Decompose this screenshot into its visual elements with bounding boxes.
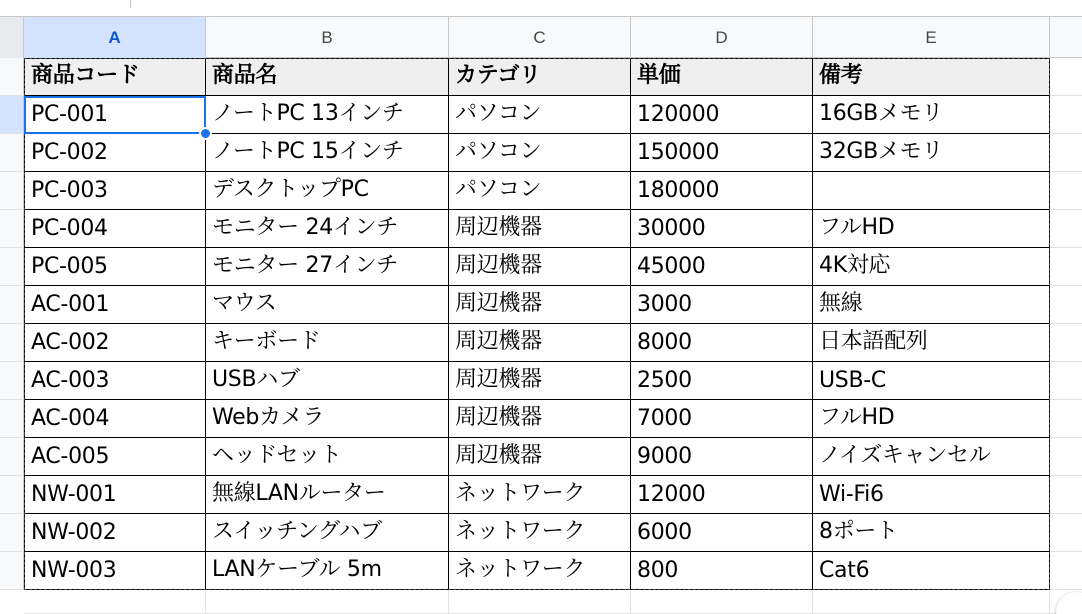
data-cell-b[interactable]: スイッチングハブ	[206, 514, 449, 552]
gridline	[1050, 323, 1082, 324]
empty-cell[interactable]	[813, 590, 1050, 614]
empty-cell[interactable]	[449, 590, 631, 614]
data-cell-e[interactable]: 32GBメモリ	[813, 134, 1050, 172]
gridline	[1050, 475, 1082, 476]
table-row	[24, 362, 1050, 400]
table-row	[24, 438, 1050, 476]
data-cell-a[interactable]: AC-004	[24, 400, 206, 438]
row-header[interactable]	[0, 438, 24, 476]
table-row	[24, 514, 1050, 552]
data-cell-b[interactable]: デスクトップPC	[206, 172, 449, 210]
data-cell-d[interactable]: 3000	[631, 286, 813, 324]
column-header-e[interactable]: E	[813, 17, 1050, 58]
data-cell-a[interactable]: NW-001	[24, 476, 206, 514]
header-cell-b[interactable]: 商品名	[206, 58, 449, 96]
data-cell-c[interactable]: 周辺機器	[449, 210, 631, 248]
column-header-b[interactable]: B	[206, 17, 449, 58]
gridline	[1050, 551, 1082, 552]
data-cell-d[interactable]: 12000	[631, 476, 813, 514]
table-row	[24, 400, 1050, 438]
data-cell-d[interactable]: 120000	[631, 96, 813, 134]
table-row	[24, 248, 1050, 286]
data-cell-d[interactable]: 150000	[631, 134, 813, 172]
data-cell-e[interactable]: 無線	[813, 286, 1050, 324]
gridline	[1050, 171, 1082, 172]
data-cell-a[interactable]: NW-003	[24, 552, 206, 590]
data-cell-b[interactable]: 無線LANルーター	[206, 476, 449, 514]
data-cell-a[interactable]: PC-003	[24, 172, 206, 210]
gridline	[1050, 361, 1082, 362]
row-header[interactable]	[0, 134, 24, 172]
data-cell-e[interactable]: フルHD	[813, 400, 1050, 438]
data-cell-a[interactable]: AC-001	[24, 286, 206, 324]
row-header[interactable]	[0, 552, 24, 590]
data-cell-e[interactable]: 4K対応	[813, 248, 1050, 286]
row-header[interactable]	[0, 172, 24, 210]
column-header-row	[0, 16, 1082, 58]
column-header-c[interactable]: C	[449, 17, 631, 58]
data-cell-e[interactable]: USB-C	[813, 362, 1050, 400]
data-cell-d[interactable]: 800	[631, 552, 813, 590]
data-cell-c[interactable]: パソコン	[449, 96, 631, 134]
data-cell-c[interactable]: 周辺機器	[449, 324, 631, 362]
gridline	[1050, 133, 1082, 134]
data-cell-c[interactable]: パソコン	[449, 172, 631, 210]
header-cell-e[interactable]: 備考	[813, 58, 1050, 96]
gridline	[1050, 437, 1082, 438]
data-cell-d[interactable]: 7000	[631, 400, 813, 438]
data-cell-b[interactable]: モニター 24インチ	[206, 210, 449, 248]
data-cell-e[interactable]: 16GBメモリ	[813, 96, 1050, 134]
table-row	[24, 172, 1050, 210]
data-cell-d[interactable]: 180000	[631, 172, 813, 210]
empty-cell[interactable]	[24, 590, 206, 614]
data-cell-e[interactable]: フルHD	[813, 210, 1050, 248]
data-cell-d[interactable]: 30000	[631, 210, 813, 248]
data-cell-d[interactable]: 9000	[631, 438, 813, 476]
fill-handle[interactable]	[199, 127, 212, 140]
data-cell-a[interactable]: PC-002	[24, 134, 206, 172]
data-cell-a[interactable]: AC-002	[24, 324, 206, 362]
data-cell-b[interactable]: モニター 27インチ	[206, 248, 449, 286]
data-cell-c[interactable]: ネットワーク	[449, 514, 631, 552]
data-cell-e[interactable]: Cat6	[813, 552, 1050, 590]
data-cell-c[interactable]: ネットワーク	[449, 476, 631, 514]
data-cell-d[interactable]: 8000	[631, 324, 813, 362]
gridline	[1050, 285, 1082, 286]
table-row	[24, 476, 1050, 514]
data-cell-e[interactable]: Wi-Fi6	[813, 476, 1050, 514]
data-cell-a[interactable]: AC-003	[24, 362, 206, 400]
table-header-row	[24, 58, 1050, 96]
data-cell-d[interactable]: 45000	[631, 248, 813, 286]
empty-cell[interactable]	[631, 590, 813, 614]
data-cell-b[interactable]: マウス	[206, 286, 449, 324]
gridline	[1050, 209, 1082, 210]
empty-row	[24, 590, 1082, 614]
data-cell-c[interactable]: 周辺機器	[449, 248, 631, 286]
data-cell-b[interactable]: ノートPC 13インチ	[206, 96, 449, 134]
overflow-grid	[1050, 58, 1082, 614]
header-cell-c[interactable]: カテゴリ	[449, 58, 631, 96]
data-cell-a[interactable]: PC-001	[24, 96, 206, 134]
toolbar-separator	[130, 0, 131, 8]
data-cell-c[interactable]: 周辺機器	[449, 286, 631, 324]
data-cell-a[interactable]: NW-002	[24, 514, 206, 552]
data-cell-e[interactable]: 日本語配列	[813, 324, 1050, 362]
header-cell-a[interactable]: 商品コード	[24, 58, 206, 96]
table-row	[24, 210, 1050, 248]
column-header-d[interactable]: D	[631, 17, 813, 58]
data-cell-c[interactable]: ネットワーク	[449, 552, 631, 590]
data-cell-d[interactable]: 6000	[631, 514, 813, 552]
data-cell-b[interactable]: USBハブ	[206, 362, 449, 400]
row-header[interactable]	[0, 96, 24, 134]
data-cell-a[interactable]: PC-005	[24, 248, 206, 286]
data-cell-c[interactable]: 周辺機器	[449, 362, 631, 400]
select-all-corner[interactable]	[0, 17, 24, 58]
data-cell-c[interactable]: パソコン	[449, 134, 631, 172]
gridline	[1050, 399, 1082, 400]
data-cell-a[interactable]: PC-004	[24, 210, 206, 248]
data-cell-c[interactable]: 周辺機器	[449, 400, 631, 438]
toolbar-strip	[0, 0, 1082, 16]
gridline	[1050, 513, 1082, 514]
row-header[interactable]	[0, 476, 24, 514]
table-row	[24, 134, 1050, 172]
data-cell-d[interactable]: 2500	[631, 362, 813, 400]
table-row	[24, 286, 1050, 324]
gridline	[1050, 95, 1082, 96]
empty-cell[interactable]	[206, 590, 449, 614]
data-cell-c[interactable]: 周辺機器	[449, 438, 631, 476]
data-cell-e[interactable]	[813, 172, 1050, 210]
gridline	[1050, 247, 1082, 248]
row-header[interactable]	[0, 286, 24, 324]
row-header[interactable]	[0, 324, 24, 362]
data-cell-b[interactable]: ノートPC 15インチ	[206, 134, 449, 172]
data-cell-e[interactable]: 8ポート	[813, 514, 1050, 552]
data-cell-a[interactable]: AC-005	[24, 438, 206, 476]
row-header[interactable]	[0, 400, 24, 438]
table-row	[24, 324, 1050, 362]
data-cell-b[interactable]: ヘッドセット	[206, 438, 449, 476]
data-cell-e[interactable]: ノイズキャンセル	[813, 438, 1050, 476]
row-header[interactable]	[0, 362, 24, 400]
data-cell-b[interactable]: キーボード	[206, 324, 449, 362]
table-row	[24, 96, 1050, 134]
row-header[interactable]	[0, 514, 24, 552]
row-header[interactable]	[0, 58, 24, 96]
table-row	[24, 552, 1050, 590]
row-header[interactable]	[0, 210, 24, 248]
data-cell-b[interactable]: LANケーブル 5m	[206, 552, 449, 590]
gridline	[1050, 589, 1082, 590]
column-header-a[interactable]: A	[24, 17, 206, 58]
data-cell-b[interactable]: Webカメラ	[206, 400, 449, 438]
row-header[interactable]	[0, 248, 24, 286]
header-cell-d[interactable]: 単価	[631, 58, 813, 96]
